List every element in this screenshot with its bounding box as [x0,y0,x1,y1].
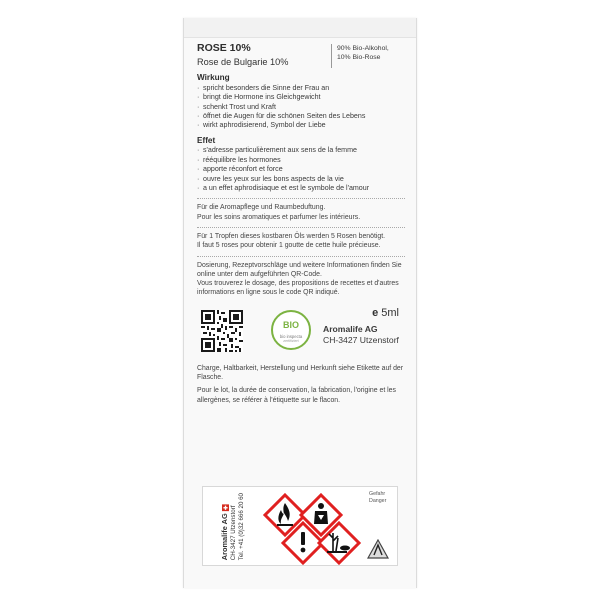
list-item: · schenkt Trost und Kraft [197,103,405,112]
company-address: CH-3427 Utzenstorf [323,334,399,345]
list-item: · öffnet die Augen für die schönen Seiten des Lebens [197,112,405,121]
qr-code-icon [201,310,243,352]
box-text-content [197,42,405,405]
company-name: Aromalife AG [323,323,378,334]
bio-logo-subtext: bio inspecta [279,333,303,339]
sticker-company-name: Aromalife AG [220,513,230,561]
swiss-flag-icon [222,505,229,512]
company-block [323,324,399,346]
bottle-label-sticker [202,486,398,566]
product-name-block [197,42,288,68]
bio-certification-logo [271,310,311,350]
product-subtitle: Rose de Bulgarie 10% [197,56,289,67]
list-item: · a un effet aphrodisiaque et est le symbole de l'amour [197,184,405,193]
product-box-back [183,18,417,588]
list-item: · ouvre les yeux sur les bons aspects de la vie [197,175,405,184]
bio-logo-text: BIO [282,319,299,330]
drops-text-de: Für 1 Tropfen dieses kostbaren Öls werden 5 Rosen benötigt. [197,232,386,240]
wirkung-title: Wirkung [197,73,230,82]
wirkung-list [197,84,405,131]
effet-title: Effet [197,135,216,145]
list-item: · apporte réconfort et force [197,165,405,174]
use-text-fr: Pour les soins aromatiques et parfumer les intérieurs. [197,213,361,221]
volume-label [372,306,399,321]
product-title: ROSE 10% [197,42,251,54]
composition [331,44,405,68]
lot-text-fr: Pour le lot, la durée de conservation, la fabrication, l'origine et les allergènes, se référer à l'étiquette sur le flacon. [197,387,396,404]
divider [197,256,405,257]
list-item: · spricht besonders die Sinne der Frau an [197,84,405,93]
list-item: · wirkt aphrodisierend, Symbol der Liebe [197,121,405,130]
composition-line: 10% Bio-Rose [337,54,381,62]
danger-de: Gefahr [369,491,386,497]
danger-fr: Danger [369,497,387,504]
composition-line: 90% Bio-Alkohol, [337,45,389,52]
box-top-flap [184,18,416,38]
sticker-company-phone: Tel. +41 (0)32 666 20 60 [237,493,245,561]
estimated-sign: e [372,306,379,319]
lot-text-de: Charge, Haltbarkeit, Herstellung und Herkunft siehe Etikette auf der Flasche. [197,364,404,382]
list-item: · bringt die Hormone ins Gleichgewicht [197,93,405,102]
danger-signal-word [369,491,386,504]
sticker-company-address: CH-3427 Utzenstorf [230,505,238,561]
info-text-de: Dosierung, Rezeptvorschläge und weitere Informationen finden Sie online unter dem aufgeführten QR-Code. [197,261,402,278]
product-header [197,42,405,68]
bio-logo-certified: zertifiziert [283,339,299,344]
divider [197,227,405,228]
drops-text-fr: Il faut 5 roses pour obtenir 1 goutte de cette huile précieuse. [197,242,381,250]
list-item: · rééquilibre les hormones [197,156,405,165]
ghs-hazard-pictograms [263,493,363,565]
info-text-fr: Vous trouverez le dosage, des propositions de recettes et d'autres informations en ligne sous le code QR indiqué. [197,280,399,297]
logo-row [197,306,405,356]
list-item: · s'adresse particulièrement aux sens de la femme [197,146,405,155]
divider [197,198,405,199]
effet-list [197,146,405,193]
use-text-de: Für die Aromapflege und Raumbeduftung. [197,204,326,212]
volume-value: 5ml [381,306,399,319]
sticker-address [209,493,257,561]
tactile-warning-triangle-icon [367,539,389,559]
